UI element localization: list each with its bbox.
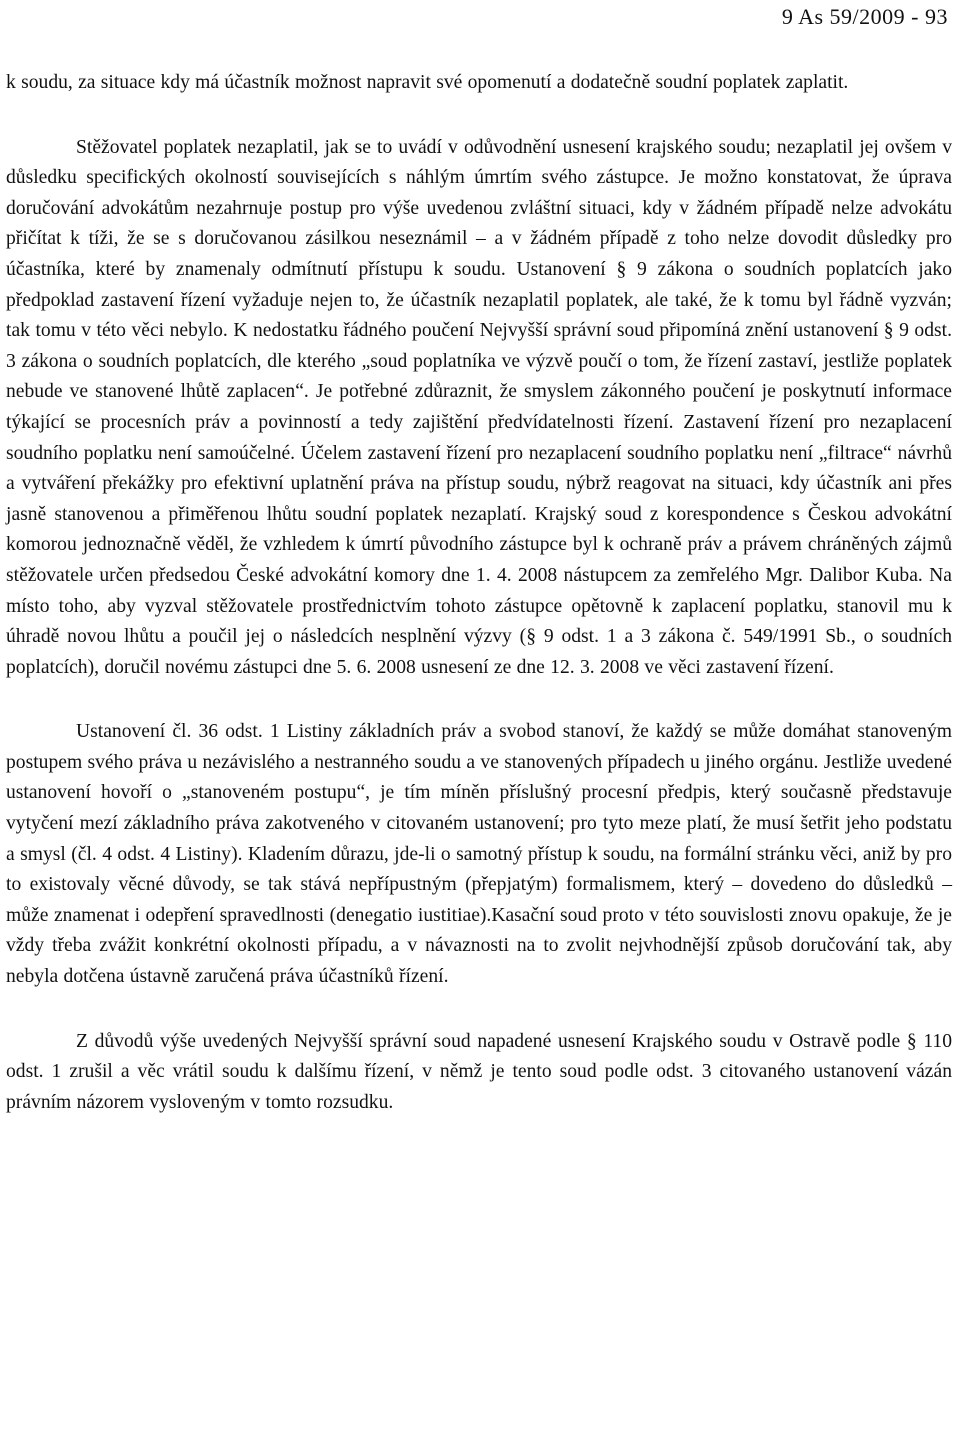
document-page [6,0,952,1456]
paragraph-charter: Ustanovení čl. 36 odst. 1 Listiny základních práv a svobod stanoví, že každý se může domáhat stanoveným postupem svého práva u nezávislého a nestranného soudu a ve stanovených případech u jiného orgánu. Jestliže uvedené ustanovení hovoří o „stanoveném postupu“, je tím míněn příslušný procesní předpis, který současně představuje vytyčení mezí základního práva zakotveného v citovaném ustanovení; pro tyto meze platí, že musí šetřit jeho podstatu a smysl (čl. 4 odst. 4 Listiny). Kladením důrazu, jde-li o samotný přístup k soudu, na formální stránku věci, aniž by pro to existovaly věcné důvody, se tak stává nepřípustným (přepjatým) formalismem, který – dovedeno do důsledků – může znamenat i odepření spravedlnosti (denegatio iustitiae).Kasační soud proto v této souvislosti znovu opakuje, že je vždy třeba zvážit konkrétní okolnosti případu, a v návaznosti na to zvolit nejvhodnější způsob doručování tak, aby nebyla dotčena ústavně zaručená práva účastníků řízení. [6,721,952,988]
case-reference: 9 As 59/2009 - 93 [781,4,948,29]
paragraph-continuation: k soudu, za situace kdy má účastník možnost napravit své opomenutí a dodatečně soudní poplatek zaplatit. [6,72,849,93]
paragraph-conclusion: Z důvodů výše uvedených Nejvyšší správní soud napadené usnesení Krajského soudu v Ostravě podle § 110 odst. 1 zrušil a věc vrátil soudu k dalšímu řízení, v němž je tento soud podle odst. 3 citovaného ustanovení vázán právním názorem vysloveným v tomto rozsudku. [6,1030,952,1113]
document-body [6,68,952,1118]
paragraph-reasoning: Stěžovatel poplatek nezaplatil, jak se to uvádí v odůvodnění usnesení krajského soudu; nezaplatil jej ovšem v důsledku specifických okolností souvisejících s náhlým úmrtím svého zástupce. Je možno konstatovat, že úprava doručování advokátům nezahrnuje postup pro výše uvedenou zvláštní situaci, kdy v žádném případě nelze advokátu přičítat k tíži, že se s doručovanou zásilkou neseznámil – a v žádném případě z toho nelze dovodit důsledky pro účastníka, které by znamenaly odmítnutí přístupu k soudu. Ustanovení § 9 zákona o soudních poplatcích jako předpoklad zastavení řízení vyžaduje nejen to, že účastník nezaplatil poplatek, ale také, že k tomu byl řádně vyzván; tak tomu v této věci nebylo. K nedostatku řádného poučení Nejvyšší správní soud připomíná znění ustanovení § 9 odst. 3 zákona o soudních poplatcích, dle kterého „soud poplatníka ve výzvě poučí o tom, že řízení zastaví, jestliže poplatek nebude ve stanovené lhůtě zaplacen“. Je potřebné zdůraznit, že smyslem zákonného poučení je poskytnutí informace týkající se procesních práv a povinností a tedy zajištění předvídatelnosti řízení. Zastavení řízení pro nezaplacení soudního poplatku není samoúčelné. Účelem zastavení řízení pro nezaplacení soudního poplatku není „filtrace“ návrhů a vytváření překážky pro efektivní uplatnění práva na přístup soudu, nýbrž reagovat na situaci, kdy účastník ani přes jasně stanovenou a přiměřenou lhůtu soudní poplatek nezaplatí. Krajský soud z korespondence s Českou advokátní komorou jednoznačně věděl, že vzhledem k úmrtí původního zástupce byl k ochraně práv a právem chráněných zájmů stěžovatele určen předsedou České advokátní komory dne 1. 4. 2008 nástupcem za zemřelého Mgr. Dalibor Kuba. Na místo toho, aby vyzval stěžovatele prostřednictvím tohoto zástupce opětovně k zaplacení poplatku, stanovil mu k úhradě novou lhůtu a poučil jej o následcích nesplnění výzvy (§ 9 odst. 1 a 3 zákona č. 549/1991 Sb., o soudních poplatcích), doručil novému zástupci dne 5. 6. 2008 usnesení ze dne 12. 3. 2008 ve věci zastavení řízení. [6,136,952,678]
